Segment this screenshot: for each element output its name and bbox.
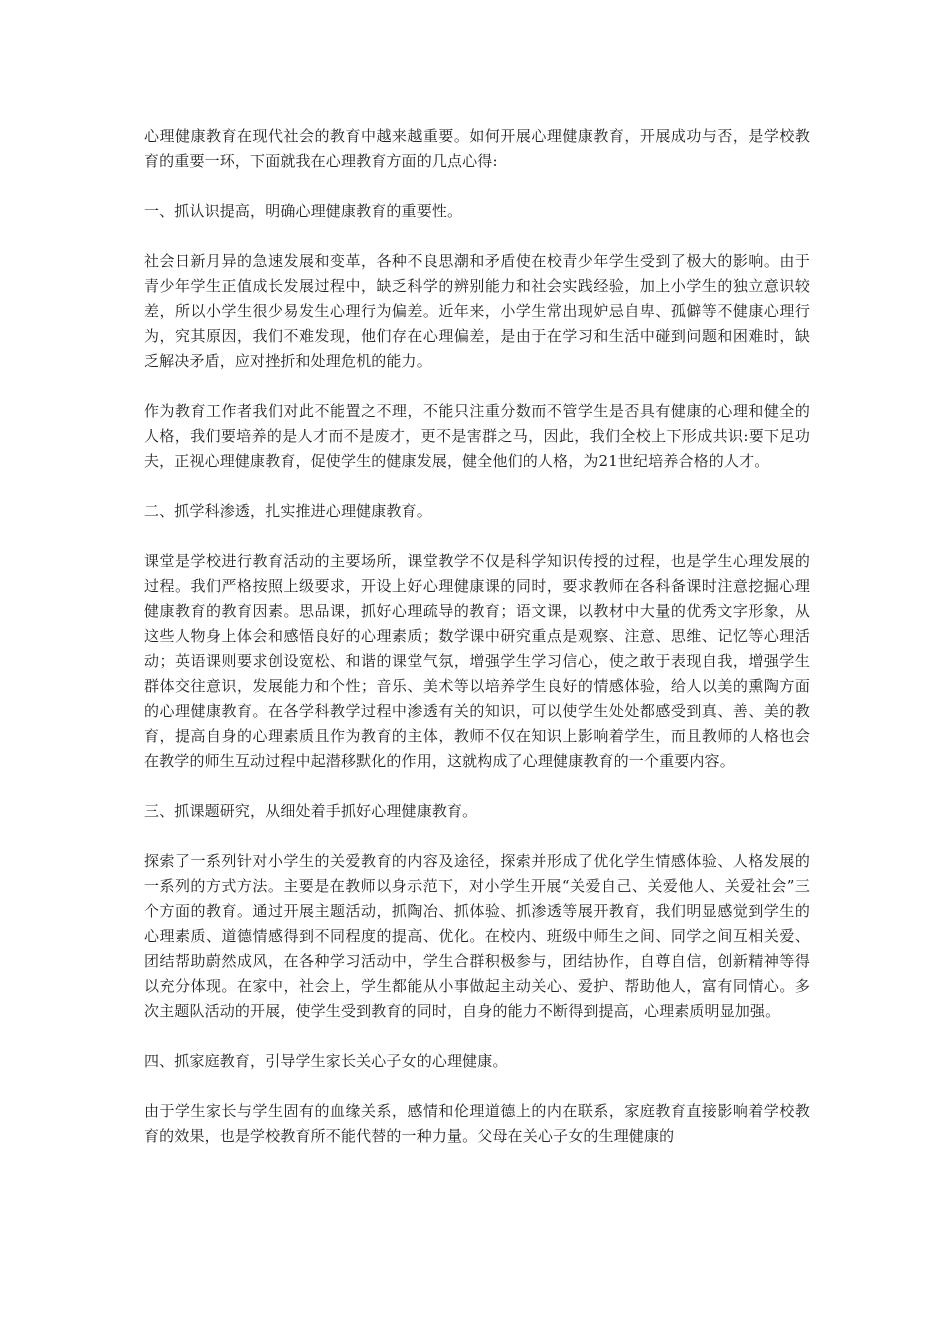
document-page [144,124,810,1174]
body-paragraph: 探索了一系列针对小学生的关爱教育的内容及途径，探索并形成了优化学生情感体验、人格发展的一系列的方式方法。主要是在教师以身示范下，对小学生开展“关爱自己、关爱他人、关爱社会”三个方面的教育。通过开展主题活动，抓陶冶、抓体验、抓渗透等展开教育，我们明显感觉到学生的心理素质、道德情感得到不同程度的提高、优化。在校内、班级中师生之间、同学之间互相关爱、团结帮助蔚然成风，在各种学习活动中，学生合群积极参与，团结协作，自尊自信，创新精神等得以充分体现。在家中，社会上，学生都能从小事做起主动关心、爱护、帮助他人，富有同情心。多次主题队活动的开展，使学生受到教育的同时，自身的能力不断得到提高，心理素质明显加强。 [144,852,810,1020]
section-heading-2: 二、抓学科渗透，扎实推进心理健康教育。 [144,502,432,520]
body-paragraph: 课堂是学校进行教育活动的主要场所，课堂教学不仅是科学知识传授的过程，也是学生心理发展的过程。我们严格按照上级要求，开设上好心理健康课的同时，要求教师在各科备课时注意挖掘心理健康教育的教育因素。思品课，抓好心理疏导的教育；语文课，以教材中大量的优秀文字形象，从这些人物身上体会和感悟良好的心理素质；数学课中研究重点是观察、注意、思维、记忆等心理活动；英语课则要求创设宽松、和谐的课堂气氛，增强学生学习信心，使之敢于表现自我，增强学生群体交往意识，发展能力和个性；音乐、美术等以培养学生良好的情感体验，给人以美的熏陶方面的心理健康教育。在各学科教学过程中渗透有关的知识，可以使学生处处都感受到真、善、美的教育，提高自身的心理素质且作为教育的主体，教师不仅在知识上影响着学生，而且教师的人格也会在教学的师生互动过程中起潜移默化的作用，这就构成了心理健康教育的一个重要内容。 [144,552,810,770]
body-paragraph: 作为教育工作者我们对此不能置之不理，不能只注重分数而不管学生是否具有健康的心理和健全的人格，我们要培养的是人才而不是废才，更不是害群之马，因此，我们全校上下形成共识:要下足功夫，正视心理健康教育，促使学生的健康发展，健全他们的人格，为21世纪培养合格的人才。 [144,402,810,470]
section-heading-3: 三、抓课题研究，从细处着手抓好心理健康教育。 [144,802,478,820]
body-paragraph: 社会日新月异的急速发展和变革，各种不良思潮和矛盾使在校青少年学生受到了极大的影响。由于青少年学生正值成长发展过程中，缺乏科学的辨别能力和社会实践经验，加上小学生的独立意识较差，所以小学生很少易发生心理行为偏差。近年来，小学生常出现妒忌自卑、孤僻等不健康心理行为，究其原因，我们不难发现，他们存在心理偏差，是由于在学习和生活中碰到问题和困难时，缺乏解决矛盾，应对挫折和处理危机的能力。 [144,252,810,370]
intro-paragraph: 心理健康教育在现代社会的教育中越来越重要。如何开展心理健康教育，开展成功与否，是学校教育的重要一环，下面就我在心理教育方面的几点心得: [144,127,810,170]
section-heading-1: 一、抓认识提高，明确心理健康教育的重要性。 [144,202,463,220]
section-heading-4: 四、抓家庭教育，引导学生家长关心子女的心理健康。 [144,1052,508,1070]
body-paragraph: 由于学生家长与学生固有的血缘关系，感情和伦理道德上的内在联系，家庭教育直接影响着学校教育的效果，也是学校教育所不能代替的一种力量。父母在关心子女的生理健康的 [144,1102,810,1145]
